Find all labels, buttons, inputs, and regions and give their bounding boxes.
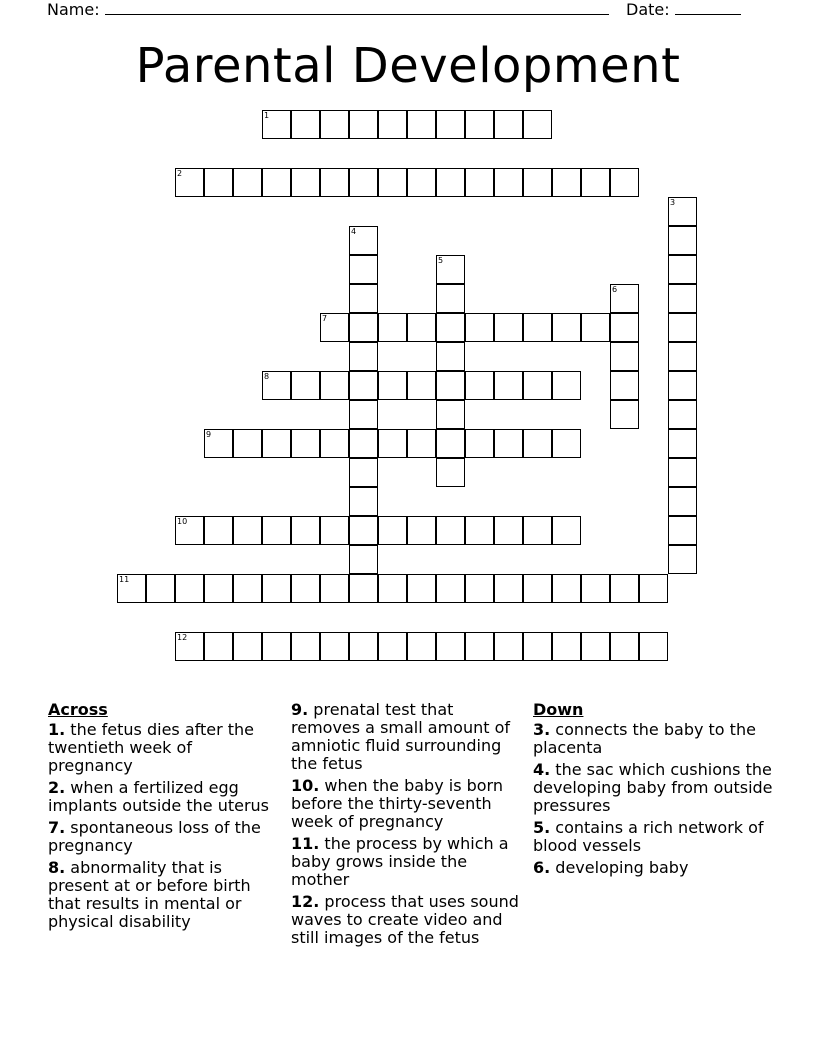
- across-heading: Across: [48, 700, 108, 719]
- grid-cell[interactable]: [436, 342, 465, 371]
- grid-cell[interactable]: [436, 400, 465, 429]
- grid-cell[interactable]: [378, 371, 407, 400]
- grid-cell[interactable]: [610, 168, 639, 197]
- grid-cell[interactable]: [581, 168, 610, 197]
- cell-number: 2: [177, 169, 183, 178]
- grid-cell[interactable]: [262, 168, 291, 197]
- grid-cell[interactable]: [407, 371, 436, 400]
- cell-number: 4: [351, 227, 357, 236]
- grid-cell[interactable]: [349, 284, 378, 313]
- grid-cell[interactable]: [668, 342, 697, 371]
- clue-item: 7. spontaneous loss of the pregnancy: [48, 818, 261, 855]
- grid-cell[interactable]: [204, 516, 233, 545]
- grid-cell[interactable]: [349, 458, 378, 487]
- cell-number: 10: [177, 517, 188, 526]
- grid-cell[interactable]: [349, 487, 378, 516]
- date-label: Date:: [626, 0, 670, 19]
- grid-cell[interactable]: [436, 371, 465, 400]
- grid-cell[interactable]: [668, 255, 697, 284]
- grid-cell[interactable]: [320, 574, 349, 603]
- clue-item: 5. contains a rich network of blood vessels: [533, 818, 764, 855]
- grid-cell[interactable]: [407, 632, 436, 661]
- grid-cell[interactable]: [204, 429, 233, 458]
- grid-cell[interactable]: [407, 574, 436, 603]
- grid-cell[interactable]: [291, 168, 320, 197]
- grid-cell[interactable]: [494, 516, 523, 545]
- grid-cell[interactable]: [204, 632, 233, 661]
- grid-cell[interactable]: [291, 371, 320, 400]
- grid-cell[interactable]: [175, 574, 204, 603]
- grid-cell[interactable]: [494, 313, 523, 342]
- grid-cell[interactable]: [494, 574, 523, 603]
- grid-cell[interactable]: [610, 400, 639, 429]
- grid-cell[interactable]: [117, 574, 146, 603]
- clue-item: 6. developing baby: [533, 858, 689, 877]
- grid-cell[interactable]: [349, 110, 378, 139]
- cell-number: 5: [438, 256, 444, 265]
- grid-cell[interactable]: [523, 632, 552, 661]
- cell-number: 1: [264, 111, 270, 120]
- grid-cell[interactable]: [523, 168, 552, 197]
- grid-cell[interactable]: [610, 284, 639, 313]
- grid-cell[interactable]: [349, 574, 378, 603]
- cell-number: 12: [177, 633, 188, 642]
- grid-cell[interactable]: [552, 516, 581, 545]
- clue-item: 12. process that uses sound waves to create video and still images of the fetus: [291, 892, 519, 947]
- grid-cell[interactable]: [610, 342, 639, 371]
- grid-cell[interactable]: [581, 574, 610, 603]
- cell-number: 7: [322, 314, 328, 323]
- grid-cell[interactable]: [291, 110, 320, 139]
- grid-cell[interactable]: [465, 574, 494, 603]
- cell-number: 6: [612, 285, 618, 294]
- grid-cell[interactable]: [407, 110, 436, 139]
- grid-cell[interactable]: [610, 313, 639, 342]
- grid-cell[interactable]: [349, 632, 378, 661]
- grid-cell[interactable]: [436, 110, 465, 139]
- grid-cell[interactable]: [320, 516, 349, 545]
- grid-cell[interactable]: [639, 574, 668, 603]
- grid-cell[interactable]: [552, 371, 581, 400]
- clues-column-3: [533, 701, 773, 881]
- grid-cell[interactable]: [320, 110, 349, 139]
- grid-cell[interactable]: [407, 516, 436, 545]
- grid-cell[interactable]: [407, 313, 436, 342]
- grid-cell[interactable]: [465, 168, 494, 197]
- clue-item: 9. prenatal test that removes a small amount of amniotic fluid surrounding the fetus: [291, 700, 511, 773]
- grid-cell[interactable]: [436, 313, 465, 342]
- clue-item: 4. the sac which cushions the developing baby from outside pressures: [533, 760, 773, 815]
- grid-cell[interactable]: [436, 574, 465, 603]
- grid-cell[interactable]: [349, 545, 378, 574]
- grid-cell[interactable]: [581, 313, 610, 342]
- grid-cell[interactable]: [436, 429, 465, 458]
- grid-cell[interactable]: [668, 197, 697, 226]
- grid-cell[interactable]: [494, 168, 523, 197]
- grid-cell[interactable]: [233, 429, 262, 458]
- grid-cell[interactable]: [668, 400, 697, 429]
- cell-number: 11: [119, 575, 130, 584]
- grid-cell[interactable]: [523, 313, 552, 342]
- grid-cell[interactable]: [552, 632, 581, 661]
- grid-cell[interactable]: [552, 313, 581, 342]
- grid-cell[interactable]: [378, 516, 407, 545]
- grid-cell[interactable]: [349, 516, 378, 545]
- grid-cell[interactable]: [436, 632, 465, 661]
- page-title: Parental Development: [135, 38, 681, 94]
- grid-cell[interactable]: [465, 371, 494, 400]
- grid-cell[interactable]: [581, 632, 610, 661]
- down-heading: Down: [533, 700, 584, 719]
- grid-cell[interactable]: [175, 632, 204, 661]
- grid-cell[interactable]: [349, 371, 378, 400]
- grid-cell[interactable]: [320, 313, 349, 342]
- grid-cell[interactable]: [233, 632, 262, 661]
- grid-cell[interactable]: [436, 168, 465, 197]
- grid-cell[interactable]: [436, 255, 465, 284]
- grid-cell[interactable]: [552, 429, 581, 458]
- grid-cell[interactable]: [175, 516, 204, 545]
- grid-cell[interactable]: [291, 574, 320, 603]
- grid-cell[interactable]: [436, 516, 465, 545]
- grid-cell[interactable]: [262, 632, 291, 661]
- grid-cell[interactable]: [233, 574, 262, 603]
- cell-number: 3: [670, 198, 676, 207]
- grid-cell[interactable]: [320, 632, 349, 661]
- grid-cell[interactable]: [262, 516, 291, 545]
- grid-cell[interactable]: [668, 284, 697, 313]
- grid-cell[interactable]: [204, 168, 233, 197]
- grid-cell[interactable]: [552, 574, 581, 603]
- grid-cell[interactable]: [349, 400, 378, 429]
- grid-cell[interactable]: [465, 516, 494, 545]
- name-label: Name:: [47, 0, 100, 19]
- grid-cell[interactable]: [320, 371, 349, 400]
- grid-cell[interactable]: [610, 574, 639, 603]
- grid-cell[interactable]: [436, 458, 465, 487]
- grid-cell[interactable]: [378, 632, 407, 661]
- grid-cell[interactable]: [668, 371, 697, 400]
- grid-cell[interactable]: [465, 110, 494, 139]
- grid-cell[interactable]: [523, 110, 552, 139]
- grid-cell[interactable]: [262, 110, 291, 139]
- grid-cell[interactable]: [349, 429, 378, 458]
- clue-item: 10. when the baby is born before the thirty-seventh week of pregnancy: [291, 776, 503, 831]
- grid-cell[interactable]: [378, 110, 407, 139]
- cell-number: 9: [206, 430, 212, 439]
- grid-cell[interactable]: [175, 168, 204, 197]
- clue-item: 1. the fetus dies after the twentieth week of pregnancy: [48, 720, 255, 775]
- grid-cell[interactable]: [407, 168, 436, 197]
- grid-cell[interactable]: [523, 516, 552, 545]
- grid-cell[interactable]: [639, 632, 668, 661]
- grid-cell[interactable]: [378, 429, 407, 458]
- grid-cell[interactable]: [668, 516, 697, 545]
- grid-cell[interactable]: [349, 255, 378, 284]
- grid-cell[interactable]: [291, 516, 320, 545]
- grid-cell[interactable]: [668, 226, 697, 255]
- grid-cell[interactable]: [668, 487, 697, 516]
- grid-cell[interactable]: [320, 429, 349, 458]
- grid-cell[interactable]: [233, 516, 262, 545]
- grid-cell[interactable]: [494, 110, 523, 139]
- grid-cell[interactable]: [668, 545, 697, 574]
- grid-cell[interactable]: [465, 429, 494, 458]
- grid-cell[interactable]: [523, 429, 552, 458]
- grid-cell[interactable]: [668, 429, 697, 458]
- grid-cell[interactable]: [378, 574, 407, 603]
- grid-cell[interactable]: [262, 371, 291, 400]
- grid-cell[interactable]: [465, 632, 494, 661]
- grid-cell[interactable]: [407, 429, 436, 458]
- grid-cell[interactable]: [291, 429, 320, 458]
- grid-cell[interactable]: [262, 429, 291, 458]
- grid-cell[interactable]: [378, 168, 407, 197]
- grid-cell[interactable]: [436, 284, 465, 313]
- grid-cell[interactable]: [262, 574, 291, 603]
- grid-cell[interactable]: [465, 313, 494, 342]
- grid-cell[interactable]: [494, 371, 523, 400]
- grid-cell[interactable]: [494, 632, 523, 661]
- clues-column-1: [48, 701, 280, 935]
- grid-cell[interactable]: [668, 458, 697, 487]
- clue-item: 8. abnormality that is present at or before birth that results in mental or physical disability: [48, 858, 251, 931]
- grid-cell[interactable]: [146, 574, 175, 603]
- grid-cell[interactable]: [349, 313, 378, 342]
- clue-item: 2. when a fertilized egg implants outside the uterus: [48, 778, 269, 815]
- grid-cell[interactable]: [610, 371, 639, 400]
- grid-cell[interactable]: [349, 168, 378, 197]
- clues-column-2: [291, 701, 525, 951]
- grid-cell[interactable]: [291, 632, 320, 661]
- grid-cell[interactable]: [610, 632, 639, 661]
- grid-cell[interactable]: [494, 429, 523, 458]
- grid-cell[interactable]: [233, 168, 262, 197]
- grid-cell[interactable]: [349, 226, 378, 255]
- grid-cell[interactable]: [349, 342, 378, 371]
- grid-cell[interactable]: [552, 168, 581, 197]
- grid-cell[interactable]: [378, 313, 407, 342]
- clue-item: 3. connects the baby to the placenta: [533, 720, 756, 757]
- cell-number: 8: [264, 372, 270, 381]
- grid-cell[interactable]: [523, 574, 552, 603]
- grid-cell[interactable]: [320, 168, 349, 197]
- grid-cell[interactable]: [204, 574, 233, 603]
- grid-cell[interactable]: [668, 313, 697, 342]
- grid-cell[interactable]: [523, 371, 552, 400]
- clue-item: 11. the process by which a baby grows inside the mother: [291, 834, 509, 889]
